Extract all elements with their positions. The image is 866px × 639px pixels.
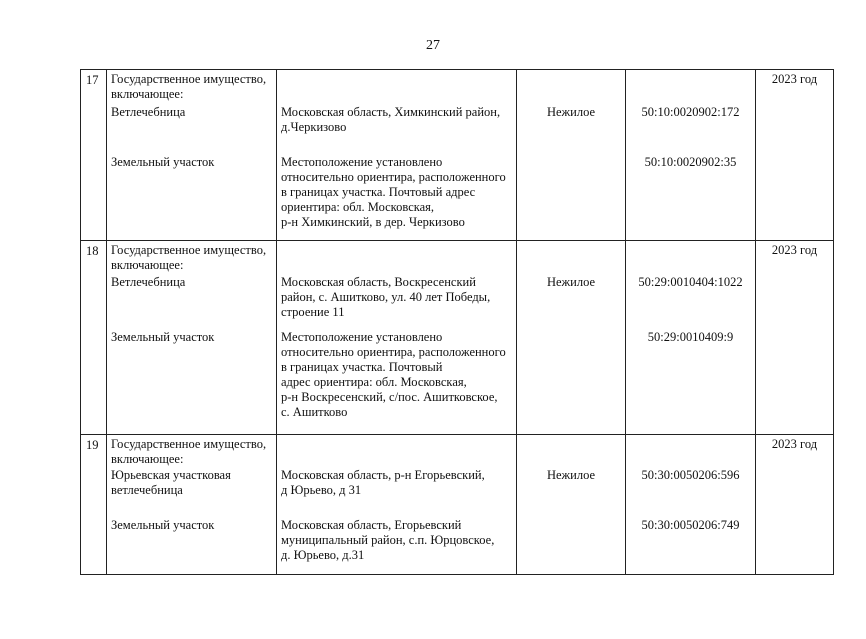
cadastral-number: 50:30:0050206:596 <box>641 468 740 482</box>
row-number: 17 <box>86 73 99 87</box>
row-number: 18 <box>86 244 99 258</box>
property-item-name: Ветлечебница <box>111 275 186 289</box>
property-type: Нежилое <box>546 275 596 289</box>
property-type: Нежилое <box>546 468 596 482</box>
year-cell <box>756 70 834 241</box>
property-address: Местоположение установлено относительно ориентира, расположенного в границах участка. Почтовый адрес ориентира: обл. Московская, р-н Воскресенский, с/пос. Ашитковское, с. Ашитково <box>281 330 506 419</box>
property-name-cell <box>107 435 277 575</box>
property-address: Московская область, Егорьевский муниципальный район, с.п. Юрцовское, д. Юрьево, д.31 <box>281 518 495 562</box>
property-address: Местоположение установлено относительно ориентира, расположенного в границах участка. Почтовый адрес ориентира: обл. Московская, р-н Химкинский, в дер. Черкизово <box>281 155 506 229</box>
year-cell <box>756 435 834 575</box>
property-address: Московская область, Химкинский район, д.Черкизово <box>281 105 501 134</box>
property-address: Московская область, р-н Егорьевский, д Юрьево, д 31 <box>281 468 485 497</box>
property-address: Московская область, Воскресенский район, с. Ашитково, ул. 40 лет Победы, строение 11 <box>281 275 491 319</box>
cadastral-number: 50:10:0020902:35 <box>644 155 737 169</box>
transfer-year: 2023 год <box>771 437 818 451</box>
row-number-cell <box>81 70 107 241</box>
cadastral-number-cell <box>626 70 756 241</box>
address-cell <box>277 435 517 575</box>
cadastral-number-cell <box>626 435 756 575</box>
row-number-cell <box>81 241 107 435</box>
table-row <box>81 70 834 241</box>
property-name-cell <box>107 241 277 435</box>
property-type-cell <box>517 435 626 575</box>
property-type: Нежилое <box>546 105 596 119</box>
property-item-name: Юрьевская участковая ветлечебница <box>111 468 231 497</box>
property-group-header: Государственное имущество, включающее: <box>111 243 267 272</box>
row-number-cell <box>81 435 107 575</box>
row-number: 19 <box>86 438 99 452</box>
property-item-name: Земельный участок <box>111 330 215 344</box>
property-name-cell <box>107 70 277 241</box>
year-cell <box>756 241 834 435</box>
address-cell <box>277 241 517 435</box>
property-item-name: Земельный участок <box>111 155 215 169</box>
property-type-cell <box>517 241 626 435</box>
property-item-name: Ветлечебница <box>111 105 186 119</box>
transfer-year: 2023 год <box>771 72 818 86</box>
cadastral-number: 50:29:0010409:9 <box>647 330 734 344</box>
transfer-year: 2023 год <box>771 243 818 257</box>
property-group-header: Государственное имущество, включающее: <box>111 437 267 466</box>
cadastral-number: 50:30:0050206:749 <box>641 518 740 532</box>
property-table <box>80 69 834 575</box>
property-type-cell <box>517 70 626 241</box>
cadastral-number: 50:10:0020902:172 <box>641 105 740 119</box>
table-row <box>81 241 834 435</box>
property-item-name: Земельный участок <box>111 518 215 532</box>
table-row <box>81 435 834 575</box>
address-cell <box>277 70 517 241</box>
cadastral-number: 50:29:0010404:1022 <box>638 275 743 289</box>
cadastral-number-cell <box>626 241 756 435</box>
page-number: 27 <box>426 38 440 53</box>
property-group-header: Государственное имущество, включающее: <box>111 72 267 101</box>
